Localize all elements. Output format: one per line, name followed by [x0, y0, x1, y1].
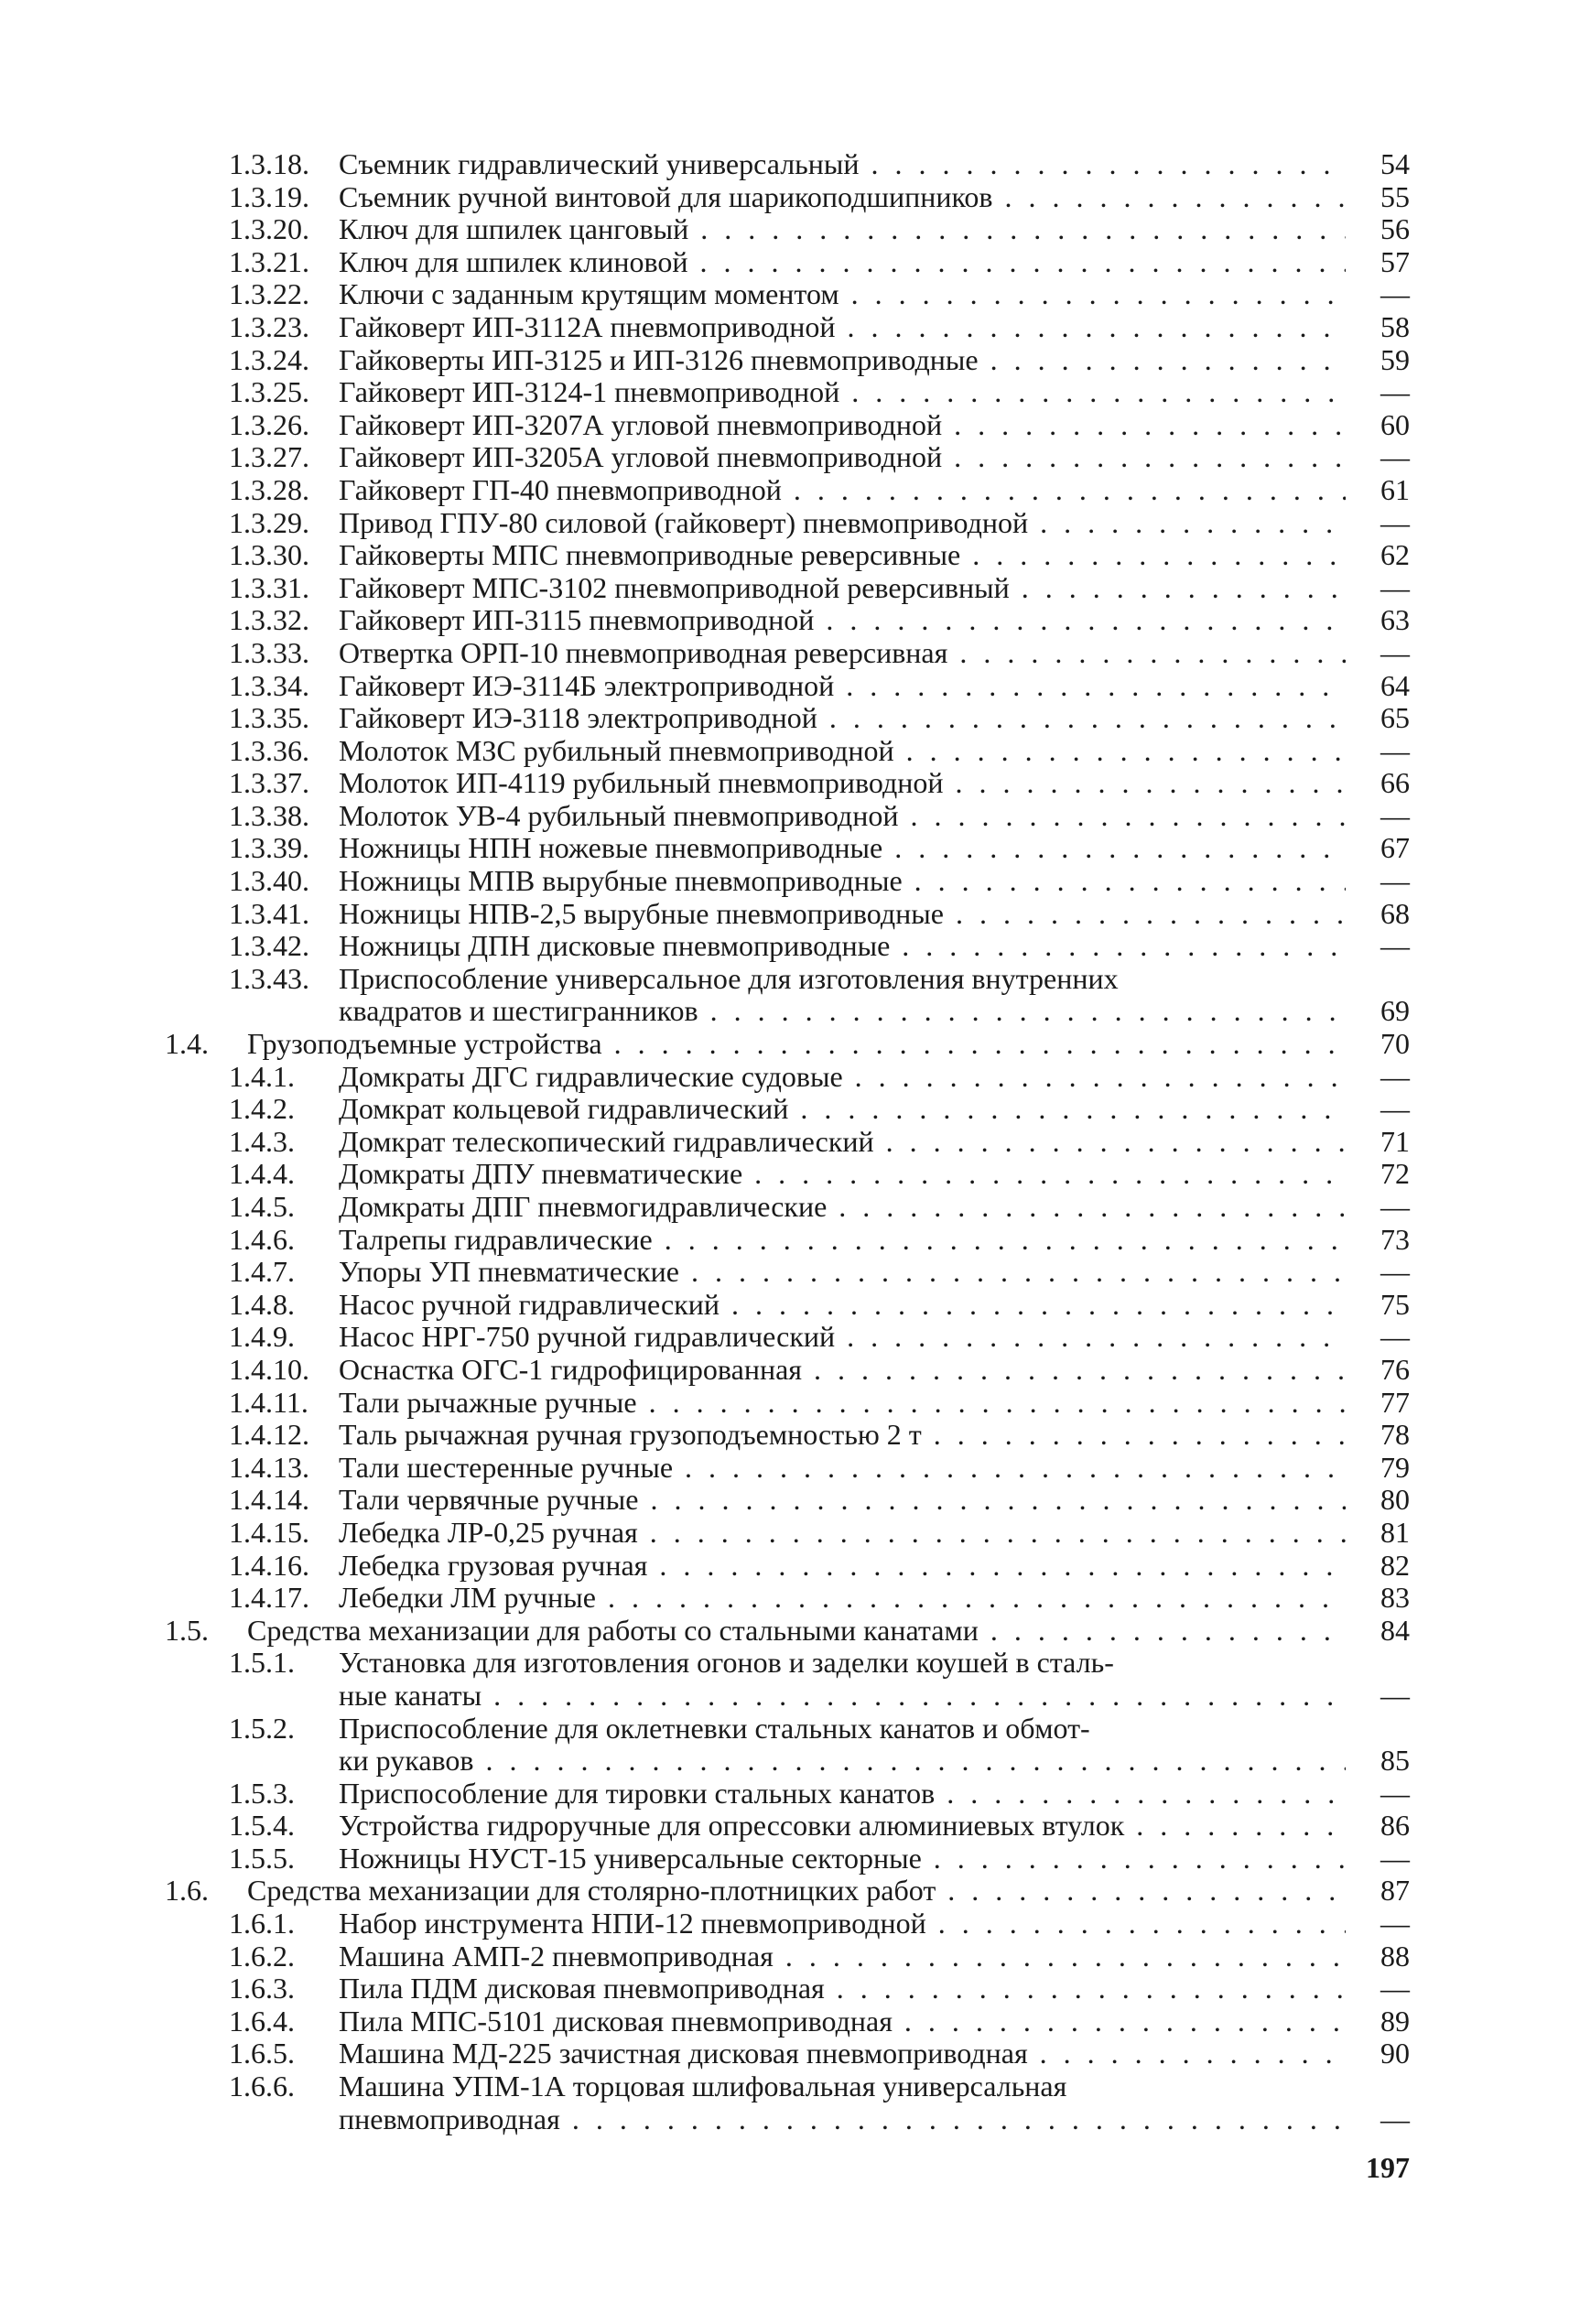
entry-page: 75 [1380, 1287, 1410, 1321]
toc-entry [165, 1550, 1410, 1583]
entry-number: 1.6.3. [229, 1972, 295, 2005]
entry-page: — [1380, 1059, 1410, 1093]
entry-number: 1.5.3. [229, 1776, 295, 1810]
entry-number: 1.3.43. [229, 961, 309, 995]
entry-page: 72 [1380, 1157, 1410, 1191]
toc-entry [165, 246, 1410, 279]
entry-page: — [1380, 1678, 1410, 1712]
entry-title: Домкраты ДГС гидравлические судовые . . . [339, 1061, 1346, 1094]
entry-page: — [1380, 1907, 1410, 1940]
entry-title: Лебедка ЛР-0,25 ручная . . . [339, 1517, 1346, 1550]
toc-entry [165, 1028, 1410, 1061]
entry-title: Средства механизации для столярно-плотницких работ . . . [247, 1875, 1346, 1908]
entry-title: Ключ для шпилек цанговый . . . [339, 213, 1346, 246]
entry-page: 82 [1380, 1548, 1410, 1582]
entry-number: 1.4.15. [229, 1515, 309, 1549]
entry-title: Гайковерт ИЭ-3118 электроприводной . . . [339, 702, 1346, 735]
entry-number: 1.5. [165, 1613, 209, 1647]
toc-entry [165, 572, 1410, 605]
entry-title: Ключи с заданным крутящим моментом . . . [339, 278, 1346, 311]
entry-title: Гайковерты МПС пневмоприводные реверсивные . . . [339, 539, 1346, 572]
toc-entry [165, 800, 1410, 833]
entry-title: Набор инструмента НПИ-12 пневмоприводной . . . [339, 1908, 1346, 1940]
entry-page: 56 [1380, 212, 1410, 246]
entry-page: 55 [1380, 179, 1410, 213]
toc-entry [165, 1289, 1410, 1322]
entry-title: Насос НРГ-750 ручной гидравлический . . . [339, 1321, 1346, 1354]
entry-number: 1.3.42. [229, 929, 309, 963]
toc-entry [165, 1810, 1410, 1843]
entry-page: 76 [1380, 1352, 1410, 1386]
entry-number: 1.5.2. [229, 1711, 295, 1745]
entry-number: 1.3.24. [229, 342, 309, 376]
entry-page: — [1380, 505, 1410, 539]
entry-number: 1.3.20. [229, 212, 309, 246]
toc-entry-continuation [165, 1745, 1410, 1778]
entry-number: 1.3.26. [229, 407, 309, 441]
entry-number: 1.4.6. [229, 1222, 295, 1256]
entry-number: 1.4.16. [229, 1548, 309, 1582]
toc-entry [165, 507, 1410, 540]
entry-page: — [1380, 570, 1410, 604]
toc-entry [165, 1093, 1410, 1126]
entry-title: Тали рычажные ручные . . . [339, 1387, 1346, 1420]
entry-number: 1.4.10. [229, 1352, 309, 1386]
toc-entry [165, 963, 1410, 996]
entry-page: 83 [1380, 1581, 1410, 1615]
entry-number: 1.3.36. [229, 733, 309, 767]
entry-page: — [1380, 1255, 1410, 1289]
toc-entry [165, 213, 1410, 246]
entry-number: 1.6.5. [229, 2037, 295, 2070]
entry-title: Гайковерт ИП-3205А угловой пневмоприводной . . . [339, 441, 1346, 474]
entry-page: — [1380, 1972, 1410, 2005]
entry-title: Молоток МЗС рубильный пневмоприводной . . . [339, 735, 1346, 768]
entry-title: Установка для изготовления огонов и заделки коушей в сталь- [339, 1647, 1114, 1680]
entry-page: 79 [1380, 1450, 1410, 1484]
entry-page: 65 [1380, 701, 1410, 735]
entry-title: Упоры УП пневматические . . . [339, 1256, 1346, 1289]
entry-number: 1.4.5. [229, 1190, 295, 1223]
toc-entry [165, 637, 1410, 670]
toc-entry [165, 1126, 1410, 1159]
entry-number: 1.4.4. [229, 1157, 295, 1191]
toc-entry [165, 832, 1410, 865]
toc-entry [165, 1224, 1410, 1257]
entry-page: — [1380, 864, 1410, 898]
entry-title: Гайковерты ИП-3125 и ИП-3126 пневмоприводные . . . [339, 344, 1346, 377]
toc-entry-continuation [165, 1680, 1410, 1713]
toc-entry [165, 1191, 1410, 1224]
entry-number: 1.4.13. [229, 1450, 309, 1484]
entry-number: 1.5.4. [229, 1809, 295, 1843]
toc-entry [165, 1940, 1410, 1973]
entry-title-continuation: ные канаты . . . [339, 1680, 1346, 1713]
entry-title: Ножницы ДПН дисковые пневмоприводные . . . [339, 930, 1346, 963]
page-number: 197 [1366, 2151, 1410, 2184]
entry-page: — [1380, 277, 1410, 311]
entry-title: Гайковерт ИП-3124-1 пневмоприводной . . . [339, 376, 1346, 409]
entry-title: Привод ГПУ-80 силовой (гайковерт) пневмоприводной . . . [339, 507, 1346, 540]
toc-entry [165, 898, 1410, 931]
entry-number: 1.4. [165, 1027, 209, 1061]
entry-title: Гайковерт ИП-3207А угловой пневмоприводной . . . [339, 409, 1346, 442]
toc-entry [165, 344, 1410, 377]
entry-number: 1.5.5. [229, 1841, 295, 1875]
entry-page: — [1380, 375, 1410, 409]
entry-title: Машина МД-225 зачистная дисковая пневмоприводная . . . [339, 2038, 1346, 2070]
entry-title: Домкраты ДПУ пневматические . . . [339, 1158, 1346, 1191]
entry-page: 73 [1380, 1222, 1410, 1256]
entry-title: Машина УПМ-1А торцовая шлифовальная универсальная [339, 2070, 1067, 2103]
entry-page: 90 [1380, 2037, 1410, 2070]
toc-entry [165, 1321, 1410, 1354]
entry-number: 1.6.4. [229, 2004, 295, 2038]
entry-title-continuation: ки рукавов . . . [339, 1745, 1346, 1778]
toc-entry [165, 376, 1410, 409]
entry-title: Молоток ИП-4119 рубильный пневмоприводной . . . [339, 767, 1346, 800]
entry-number: 1.3.28. [229, 472, 309, 506]
toc-entry [165, 1256, 1410, 1289]
toc-entry [165, 1713, 1410, 1746]
toc-entry [165, 1647, 1410, 1680]
entry-title: Лебедки ЛМ ручные . . . [339, 1582, 1346, 1615]
entry-title: Средства механизации для работы со стальными канатами . . . [247, 1615, 1346, 1648]
entry-page: 67 [1380, 831, 1410, 865]
toc-entry [165, 278, 1410, 311]
toc-entry [165, 1061, 1410, 1094]
entry-title: Таль рычажная ручная грузоподъемностью 2 т . . . [339, 1419, 1346, 1452]
entry-title: Машина АМП-2 пневмоприводная . . . [339, 1940, 1346, 1973]
entry-page: 54 [1380, 147, 1410, 180]
entry-title: Гайковерт ИП-3115 пневмоприводной . . . [339, 604, 1346, 637]
entry-page: — [1380, 1776, 1410, 1810]
entry-number: 1.4.14. [229, 1483, 309, 1517]
entry-page: — [1380, 440, 1410, 474]
entry-number: 1.3.41. [229, 896, 309, 930]
toc-entry [165, 2038, 1410, 2070]
entry-number: 1.3.25. [229, 375, 309, 409]
entry-page: — [1380, 733, 1410, 767]
toc-entry [165, 604, 1410, 637]
entry-number: 1.6.2. [229, 1939, 295, 1973]
toc-entry [165, 1452, 1410, 1485]
entry-page: — [1380, 1841, 1410, 1875]
entry-page: 64 [1380, 668, 1410, 702]
entry-number: 1.6.1. [229, 1907, 295, 1940]
entry-number: 1.4.12. [229, 1418, 309, 1452]
entry-title: Отвертка ОРП-10 пневмоприводная реверсивная . . . [339, 637, 1346, 670]
toc-entry [165, 311, 1410, 344]
entry-title: Домкраты ДПГ пневмогидравлические . . . [339, 1191, 1346, 1224]
entry-page: 86 [1380, 1809, 1410, 1843]
entry-title: Гайковерт ГП-40 пневмоприводной . . . [339, 474, 1346, 507]
entry-page: 71 [1380, 1124, 1410, 1158]
toc-entry [165, 735, 1410, 768]
entry-page: — [1380, 2102, 1410, 2135]
toc-entry-continuation [165, 995, 1410, 1028]
entry-page: 89 [1380, 2004, 1410, 2038]
entry-title: Ножницы МПВ вырубные пневмоприводные . . . [339, 865, 1346, 898]
toc-entry [165, 441, 1410, 474]
entry-title: Грузоподъемные устройства . . . [247, 1028, 1346, 1061]
entry-title: Пила МПС-5101 дисковая пневмоприводная . . . [339, 2005, 1346, 2038]
entry-page: 59 [1380, 342, 1410, 376]
entry-number: 1.3.37. [229, 766, 309, 800]
entry-number: 1.3.34. [229, 668, 309, 702]
toc-entry [165, 1843, 1410, 1875]
entry-title: Тали червячные ручные . . . [339, 1484, 1346, 1517]
toc-entry [165, 1354, 1410, 1387]
entry-title: Насос ручной гидравлический . . . [339, 1289, 1346, 1322]
entry-number: 1.3.18. [229, 147, 309, 180]
entry-number: 1.4.11. [229, 1385, 308, 1419]
toc-entry [165, 1484, 1410, 1517]
entry-page: 80 [1380, 1483, 1410, 1517]
entry-title: Съемник гидравлический универсальный . . . [339, 148, 1346, 181]
toc-entry [165, 670, 1410, 703]
entry-title: Приспособление универсальное для изготовления внутренних [339, 962, 1119, 995]
entry-title: Домкрат кольцевой гидравлический . . . [339, 1093, 1346, 1126]
entry-page: 68 [1380, 896, 1410, 930]
entry-page: 78 [1380, 1418, 1410, 1452]
entry-number: 1.3.33. [229, 635, 309, 669]
entry-number: 1.4.17. [229, 1581, 309, 1615]
entry-title: Устройства гидроручные для опрессовки алюминиевых втулок . . . [339, 1810, 1346, 1843]
entry-page: — [1380, 1092, 1410, 1126]
entry-page: — [1380, 1190, 1410, 1223]
toc-entry [165, 865, 1410, 898]
table-of-contents [165, 148, 1410, 2135]
toc-entry [165, 1582, 1410, 1615]
entry-page: — [1380, 929, 1410, 963]
entry-page: 77 [1380, 1385, 1410, 1419]
entry-number: 1.3.32. [229, 603, 309, 637]
toc-entry [165, 2070, 1410, 2103]
toc-entry [165, 702, 1410, 735]
toc-entry [165, 1615, 1410, 1648]
entry-number: 1.3.39. [229, 831, 309, 865]
entry-title: Пила ПДМ дисковая пневмоприводная . . . [339, 1973, 1346, 2005]
toc-entry [165, 409, 1410, 442]
entry-page: 61 [1380, 472, 1410, 506]
toc-entry [165, 767, 1410, 800]
toc-entry [165, 930, 1410, 963]
entry-page: 70 [1380, 1027, 1410, 1061]
entry-title: Лебедка грузовая ручная . . . [339, 1550, 1346, 1583]
entry-page: 81 [1380, 1515, 1410, 1549]
entry-title-continuation: пневмоприводная . . . [339, 2103, 1346, 2136]
entry-page: — [1380, 798, 1410, 832]
entry-title: Тали шестеренные ручные . . . [339, 1452, 1346, 1485]
entry-page: 85 [1380, 1744, 1410, 1778]
toc-entry [165, 1778, 1410, 1811]
entry-title: Ключ для шпилек клиновой . . . [339, 246, 1346, 279]
entry-number: 1.4.2. [229, 1092, 295, 1126]
entry-number: 1.3.21. [229, 244, 309, 278]
entry-title: Оснастка ОГС-1 гидрофицированная . . . [339, 1354, 1346, 1387]
entry-title: Ножницы НПН ножевые пневмоприводные . . . [339, 832, 1346, 865]
entry-title: Гайковерт ИП-3112А пневмоприводной . . . [339, 311, 1346, 344]
entry-number: 1.3.27. [229, 440, 309, 474]
entry-title: Гайковерт ИЭ-3114Б электроприводной . . . [339, 670, 1346, 703]
entry-title: Молоток УВ-4 рубильный пневмоприводной . . . [339, 800, 1346, 833]
entry-page: — [1380, 635, 1410, 669]
entry-number: 1.6. [165, 1874, 209, 1908]
entry-title: Гайковерт МПС-3102 пневмоприводной реверсивный . . . [339, 572, 1346, 605]
toc-entry [165, 1973, 1410, 2005]
entry-title: Ножницы НУСТ-15 универсальные секторные . . . [339, 1843, 1346, 1875]
entry-page: 63 [1380, 603, 1410, 637]
toc-entry-continuation [165, 2103, 1410, 2136]
toc-entry [165, 474, 1410, 507]
toc-entry [165, 539, 1410, 572]
entry-number: 1.3.23. [229, 309, 309, 343]
entry-page: 84 [1380, 1613, 1410, 1647]
entry-title: Ножницы НПВ-2,5 вырубные пневмоприводные . . . [339, 898, 1346, 931]
entry-number: 1.6.6. [229, 2070, 295, 2103]
toc-entry [165, 1517, 1410, 1550]
entry-page: 87 [1380, 1874, 1410, 1908]
entry-number: 1.4.1. [229, 1059, 295, 1093]
entry-page: 88 [1380, 1939, 1410, 1973]
toc-entry [165, 181, 1410, 214]
entry-title: Домкрат телескопический гидравлический . . . [339, 1126, 1346, 1159]
toc-entry [165, 2005, 1410, 2038]
entry-page: 60 [1380, 407, 1410, 441]
entry-number: 1.3.31. [229, 570, 309, 604]
toc-entry [165, 1875, 1410, 1908]
entry-number: 1.5.1. [229, 1646, 295, 1680]
entry-number: 1.3.19. [229, 179, 309, 213]
entry-number: 1.3.38. [229, 798, 309, 832]
entry-number: 1.3.29. [229, 505, 309, 539]
entry-number: 1.3.40. [229, 864, 309, 898]
entry-page: 62 [1380, 538, 1410, 572]
entry-number: 1.4.9. [229, 1320, 295, 1354]
entry-title: Талрепы гидравлические . . . [339, 1224, 1346, 1257]
entry-number: 1.3.22. [229, 277, 309, 311]
entry-page: 69 [1380, 994, 1410, 1028]
toc-entry [165, 1419, 1410, 1452]
entry-number: 1.3.30. [229, 538, 309, 572]
toc-entry [165, 148, 1410, 181]
entry-number: 1.4.8. [229, 1287, 295, 1321]
entry-title: Приспособление для оклетневки стальных канатов и обмот- [339, 1712, 1090, 1745]
toc-entry [165, 1387, 1410, 1420]
entry-page: 57 [1380, 244, 1410, 278]
entry-number: 1.4.3. [229, 1124, 295, 1158]
toc-entry [165, 1158, 1410, 1191]
entry-title-continuation: квадратов и шестигранников . . . [339, 995, 1346, 1028]
entry-title: Съемник ручной винтовой для шарикоподшипников . . . [339, 181, 1346, 214]
entry-page: 66 [1380, 766, 1410, 800]
entry-title: Приспособление для тировки стальных канатов . . . [339, 1778, 1346, 1811]
entry-number: 1.3.35. [229, 701, 309, 735]
toc-entry [165, 1908, 1410, 1940]
entry-number: 1.4.7. [229, 1255, 295, 1289]
entry-page: — [1380, 1320, 1410, 1354]
entry-page: 58 [1380, 309, 1410, 343]
